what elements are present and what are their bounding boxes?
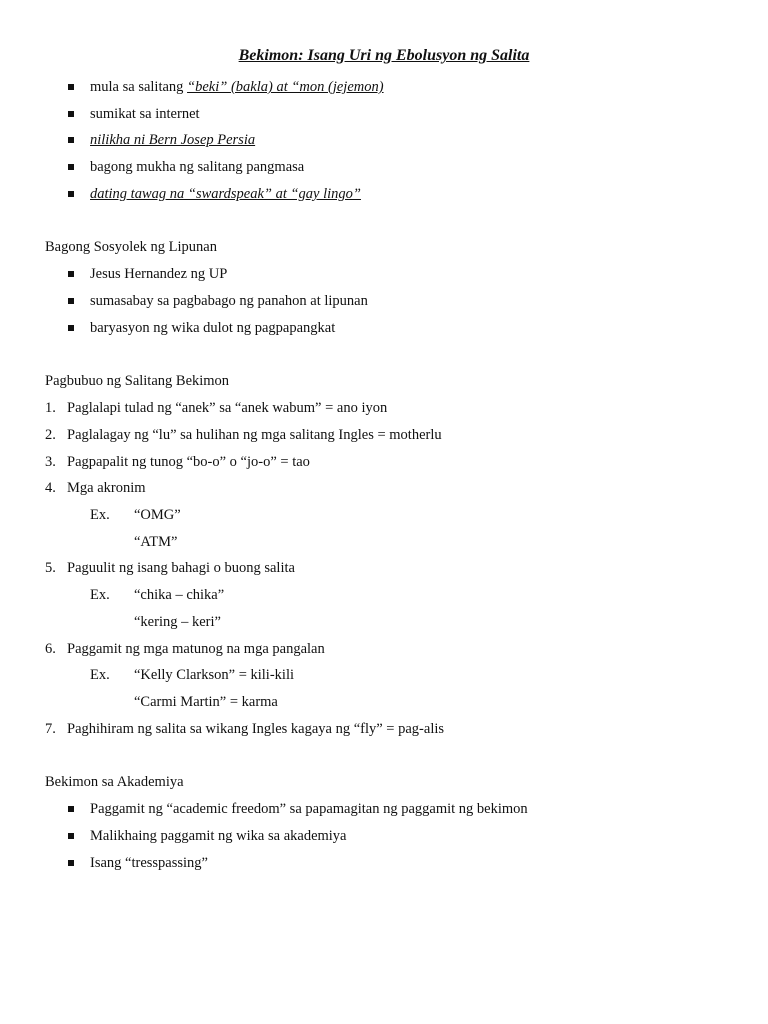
intro-bullet-4-text: bagong mukha ng salitang pangmasa [90, 159, 305, 175]
section-heading-pagbubuo: Pagbubuo ng Salitang Bekimon [45, 373, 230, 389]
intro-bullet-1 [90, 78, 384, 96]
bullet-marker [68, 191, 74, 197]
list-number: 5. [45, 560, 56, 576]
bullet-marker [68, 860, 74, 866]
pagbubuo-item-6: Paggamit ng mga matunog na mga pangalan [67, 641, 325, 657]
section-heading-sosyolek: Bagong Sosyolek ng Lipunan [45, 239, 217, 255]
bullet-marker [68, 111, 74, 117]
example-akronim-2: “ATM” [134, 534, 178, 550]
bullet-marker [68, 806, 74, 812]
list-number: 1. [45, 400, 56, 416]
intro-bullet-3-emph: nilikha ni Bern Josep Persia [90, 132, 256, 148]
intro-bullet-4 [90, 158, 304, 176]
section-heading-akademiya: Bekimon sa Akademiya [45, 774, 184, 790]
example-label: Ex. [90, 507, 110, 523]
intro-bullet-3 [90, 131, 255, 149]
intro-bullet-5 [90, 185, 361, 203]
page-title: Bekimon: Isang Uri ng Ebolusyon ng Salita [238, 47, 530, 64]
pagbubuo-item-5: Paguulit ng isang bahagi o buong salita [67, 560, 295, 576]
intro-bullet-2 [90, 105, 200, 123]
example-label: Ex. [90, 667, 110, 683]
intro-bullet-5-emph: dating tawag na “swardspeak” at “gay lingo” [90, 186, 361, 202]
bullet-marker [68, 298, 74, 304]
intro-bullet-1-text: mula sa salitang [90, 79, 188, 95]
bullet-marker [68, 164, 74, 170]
list-number: 4. [45, 480, 56, 496]
bullet-marker [68, 84, 74, 90]
pagbubuo-item-1: Paglalapi tulad ng “anek” sa “anek wabum” = ano iyon [67, 400, 388, 416]
bullet-marker [68, 325, 74, 331]
bullet-marker [68, 137, 74, 143]
pagbubuo-item-4: Mga akronim [67, 480, 146, 496]
list-number: 6. [45, 641, 56, 657]
pagbubuo-item-7: Paghihiram ng salita sa wikang Ingles kagaya ng “fly” = pag-alis [67, 721, 445, 737]
example-ulit-1: “chika – chika” [134, 587, 225, 603]
sosyolek-bullet-3: baryasyon ng wika dulot ng pagpapangkat [90, 320, 336, 336]
list-number: 3. [45, 454, 56, 470]
akademiya-bullet-2: Malikhaing paggamit ng wika sa akademiya [90, 828, 347, 844]
example-pangalan-2: “Carmi Martin” = karma [134, 694, 278, 710]
intro-bullet-1-emph: “beki” (bakla) at “mon (jejemon) [187, 79, 384, 95]
example-label: Ex. [90, 587, 110, 603]
pagbubuo-item-2: Paglalagay ng “lu” sa hulihan ng mga salitang Ingles = motherlu [67, 427, 442, 443]
bullet-marker [68, 833, 74, 839]
sosyolek-bullet-1: Jesus Hernandez ng UP [90, 266, 228, 282]
akademiya-bullet-1: Paggamit ng “academic freedom” sa papamagitan ng paggamit ng bekimon [90, 801, 528, 817]
pagbubuo-item-3: Pagpapalit ng tunog “bo-o” o “jo-o” = tao [67, 454, 310, 470]
list-number: 7. [45, 721, 56, 737]
bullet-marker [68, 271, 74, 277]
example-ulit-2: “kering – keri” [134, 614, 221, 630]
akademiya-bullet-3: Isang “tresspassing” [90, 855, 208, 871]
example-akronim-1: “OMG” [134, 507, 181, 523]
intro-bullet-2-text: sumikat sa internet [90, 106, 200, 122]
example-pangalan-1: “Kelly Clarkson” = kili-kili [134, 667, 294, 683]
list-number: 2. [45, 427, 56, 443]
sosyolek-bullet-2: sumasabay sa pagbabago ng panahon at lipunan [90, 293, 368, 309]
